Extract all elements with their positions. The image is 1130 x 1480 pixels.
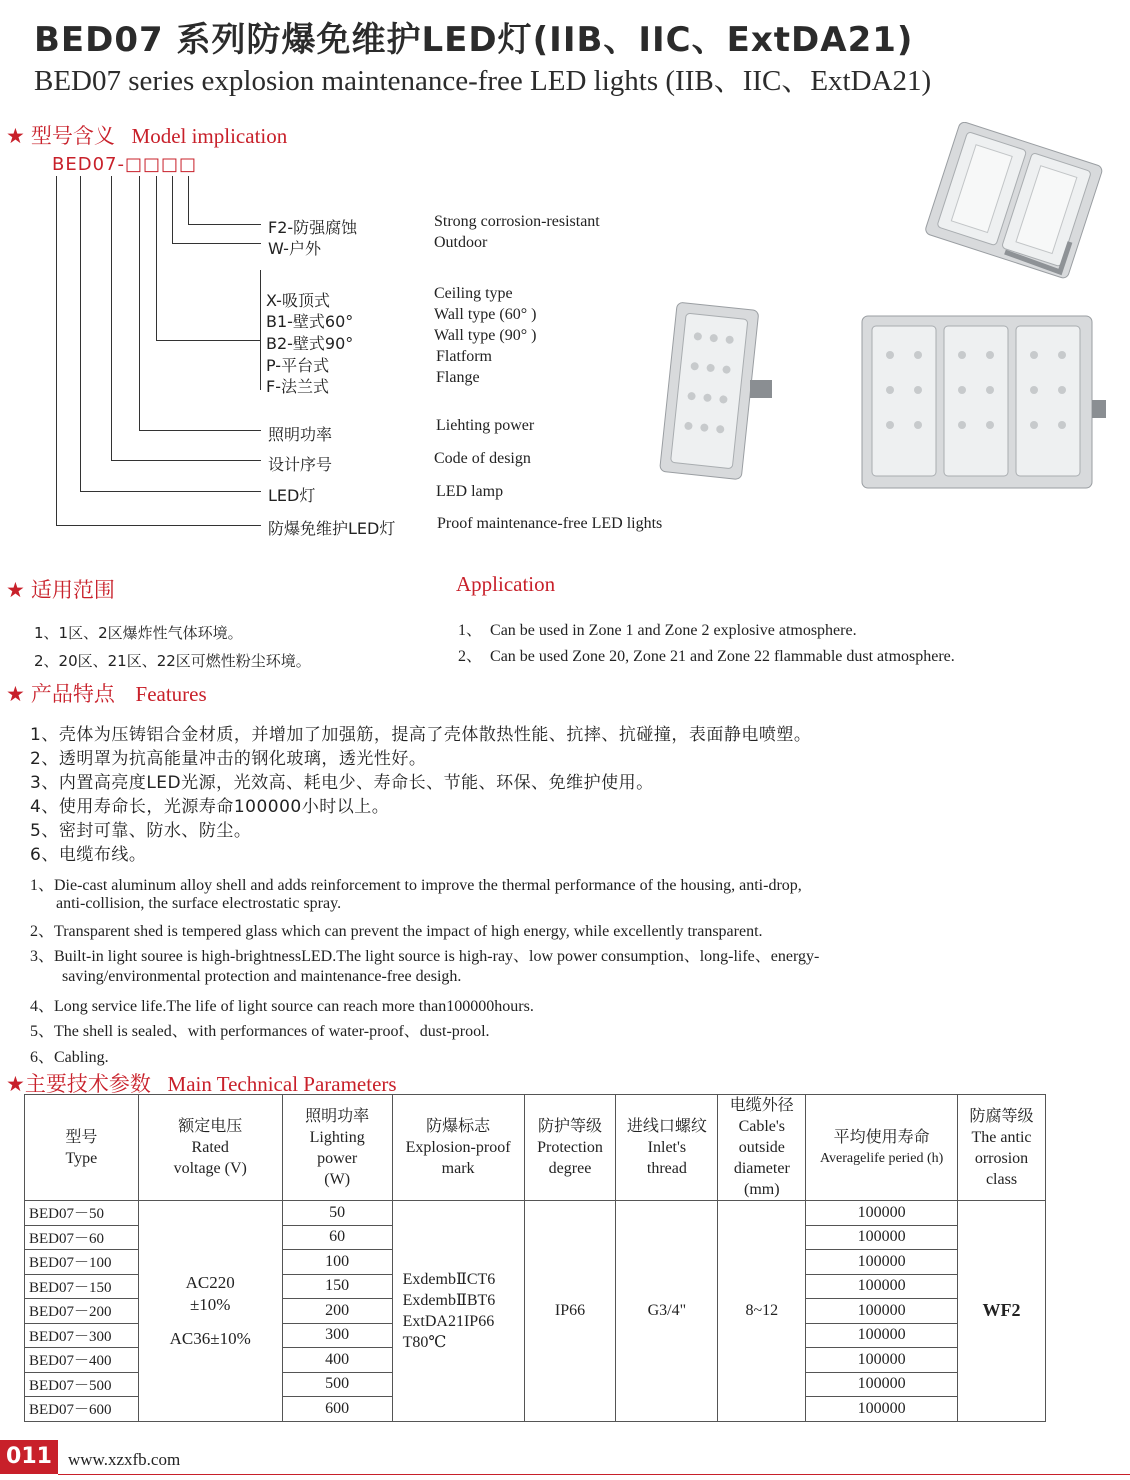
model-item-en: Strong corrosion-resistant xyxy=(434,213,600,230)
feature-en-item: 1、Die-cast aluminum alloy shell and adds reinforcement to improve the thermal performance of the housing, anti-drop, xyxy=(30,877,802,894)
model-item-en: LED lamp xyxy=(436,483,504,500)
feature-cn-item: 1、壳体为压铸铝合金材质，并增加了加强筋，提高了壳体散热性能、抗摔、抗碰撞，表面静电喷塑。 xyxy=(30,725,812,745)
model-item-cn: B1-壁式60° xyxy=(266,312,354,331)
table-row: BED07－400 400 100000 xyxy=(25,1348,1046,1373)
feature-en-item: 2、Transparent shed is tempered glass which can prevent the impact of high energy, while excellently transparent. xyxy=(30,923,763,940)
bracket-line xyxy=(80,491,261,492)
bracket-line xyxy=(111,176,112,461)
feature-en-item: saving/environmental protection and maintenance-free desigh. xyxy=(62,968,462,985)
model-item-cn: P-平台式 xyxy=(266,356,330,375)
feature-en-item: 3、Built-in light souree is high-brightnessLED.The light source is high-ray、low power consumption、long-life、energy- xyxy=(30,948,820,965)
model-item-en: Proof maintenance-free LED lights xyxy=(437,515,663,532)
model-item-en: Wall type (90° ) xyxy=(434,327,537,344)
application-en-item: 1、 Can be used in Zone 1 and Zone 2 explosive atmosphere. xyxy=(458,622,857,639)
column-header: 电缆外径 Cable's outside diameter (mm) xyxy=(718,1095,806,1201)
thread-cell: G3/4" xyxy=(616,1201,718,1422)
bracket-line xyxy=(188,176,189,225)
table-row: BED07－600 600 100000 xyxy=(25,1397,1046,1422)
lamp-image-single xyxy=(650,298,780,488)
column-header: 型号 Type xyxy=(25,1095,139,1201)
application-cn-item: 2、20区、21区、22区可燃性粉尘环境。 xyxy=(34,652,311,670)
bracket-line xyxy=(156,176,157,341)
column-header: 额定电压 Rated voltage (V) xyxy=(138,1095,282,1201)
model-item-cn: 照明功率 xyxy=(268,425,333,444)
star-icon: ★ xyxy=(6,124,25,148)
column-header: 防护等级 Protection degree xyxy=(524,1095,616,1201)
model-item-cn: B2-壁式90° xyxy=(266,334,354,353)
website-link[interactable]: www.xzxfb.com xyxy=(68,1450,181,1469)
feature-en-item: 6、Cabling. xyxy=(30,1049,109,1066)
table-row: BED07－200 200 100000 xyxy=(25,1299,1046,1324)
footer-divider xyxy=(58,1474,1130,1475)
feature-cn-item: 6、电缆布线。 xyxy=(30,845,147,865)
application-en-item: 2、 Can be used Zone 20, Zone 21 and Zone 22 flammable dust atmosphere. xyxy=(458,648,955,665)
model-item-cn: X-吸顶式 xyxy=(266,291,330,310)
page-title-en: BED07 series explosion maintenance-free LED lights (IIB、IIC、ExtDA21) xyxy=(34,65,932,97)
application-heading-en: Application xyxy=(456,572,556,596)
bracket-line xyxy=(56,176,57,526)
anticorrosion-cell: WF2 xyxy=(958,1201,1046,1422)
cable-cell: 8~12 xyxy=(718,1201,806,1422)
bracket-line xyxy=(139,430,261,431)
model-item-en: Outdoor xyxy=(434,234,488,251)
parameters-table xyxy=(24,1094,1046,1422)
table-row: BED07－500 500 100000 xyxy=(25,1372,1046,1397)
model-item-en: Flatform xyxy=(436,348,492,365)
feature-en-item: anti-collision, the surface electrostatic spray. xyxy=(56,895,342,912)
application-cn-item: 1、1区、2区爆炸性气体环境。 xyxy=(34,624,243,642)
feature-cn-item: 4、使用寿命长，光源寿命100000小时以上。 xyxy=(30,797,390,817)
table-header-row xyxy=(25,1095,1046,1201)
bracket-line xyxy=(172,176,173,244)
bracket-line xyxy=(56,525,261,526)
star-icon: ★ xyxy=(6,578,25,602)
column-header: 平均使用寿命 Averagelife peried (h) xyxy=(806,1095,958,1201)
model-item-cn: 设计序号 xyxy=(268,455,333,474)
model-item-en: Liehting power xyxy=(436,417,535,434)
model-item-cn: 防爆免维护LED灯 xyxy=(268,519,396,538)
lamp-image-triple xyxy=(856,310,1108,495)
explosion-mark-cell: ExdembⅡCT6 ExdembⅡBT6 ExtDA21IP66 T80℃ xyxy=(392,1201,524,1422)
model-code: BED07-□□□□ xyxy=(52,154,198,175)
table-row: BED07－150 150 100000 xyxy=(25,1274,1046,1299)
bracket-line xyxy=(172,243,261,244)
model-item-cn: F2-防强腐蚀 xyxy=(268,218,358,237)
star-icon: ★ xyxy=(6,1072,25,1096)
model-item-cn: W-户外 xyxy=(268,239,321,258)
model-item-en: Code of design xyxy=(434,450,531,467)
rated-voltage-cell: AC220 ±10% AC36±10% xyxy=(138,1201,282,1422)
features-heading: ★ 产品特点 Features xyxy=(6,682,207,706)
feature-en-item: 5、The shell is sealed、with performances of water-proof、dust-prool. xyxy=(30,1023,490,1040)
model-item-cn: F-法兰式 xyxy=(266,377,329,396)
model-item-en: Flange xyxy=(436,369,480,386)
model-item-en: Wall type (60° ) xyxy=(434,306,537,323)
params-heading: ★主要技术参数 Main Technical Parameters xyxy=(6,1072,397,1096)
feature-cn-item: 2、透明罩为抗高能量冲击的钢化玻璃，透光性好。 xyxy=(30,749,427,769)
feature-en-item: 4、Long service life.The life of light source can reach more than100000hours. xyxy=(30,998,534,1015)
model-heading: ★ 型号含义 Model implication xyxy=(6,124,288,148)
bracket-line xyxy=(260,270,261,390)
bracket-line xyxy=(188,224,261,225)
column-header: 照明功率 Lighting power (W) xyxy=(282,1095,392,1201)
column-header: 防腐等级 The antic orrosion class xyxy=(958,1095,1046,1201)
star-icon: ★ xyxy=(6,682,25,706)
bracket-line xyxy=(111,460,261,461)
bracket-line xyxy=(156,340,261,341)
lamp-image-double xyxy=(910,122,1110,282)
protection-cell: IP66 xyxy=(524,1201,616,1422)
table-row: BED07－300 300 100000 xyxy=(25,1323,1046,1348)
table-row: BED07－50 AC220 ±10% AC36±10% 50 ExdembⅡCT6 ExdembⅡBT6 ExtDA21IP66 T80℃ IP66 G3/4" 8~12 100000 WF2 xyxy=(25,1201,1046,1226)
model-item-cn: LED灯 xyxy=(268,486,316,505)
column-header: 防爆标志 Explosion-proof mark xyxy=(392,1095,524,1201)
feature-cn-item: 3、内置高亮度LED光源，光效高、耗电少、寿命长、节能、环保、免维护使用。 xyxy=(30,773,654,793)
column-header: 进线口螺纹 Inlet's thread xyxy=(616,1095,718,1201)
table-row: BED07－60 60 100000 xyxy=(25,1225,1046,1250)
feature-cn-item: 5、密封可靠、防水、防尘。 xyxy=(30,821,252,841)
bracket-line xyxy=(139,176,140,431)
bracket-line xyxy=(80,176,81,492)
page-number: 011 xyxy=(0,1440,58,1474)
model-item-en: Ceiling type xyxy=(434,285,513,302)
application-heading-cn: ★ 适用范围 xyxy=(6,578,115,602)
page-title-cn: BED07 系列防爆免维护LED灯(IIB、IIC、ExtDA21) xyxy=(34,20,914,60)
table-row: BED07－100 100 100000 xyxy=(25,1250,1046,1275)
